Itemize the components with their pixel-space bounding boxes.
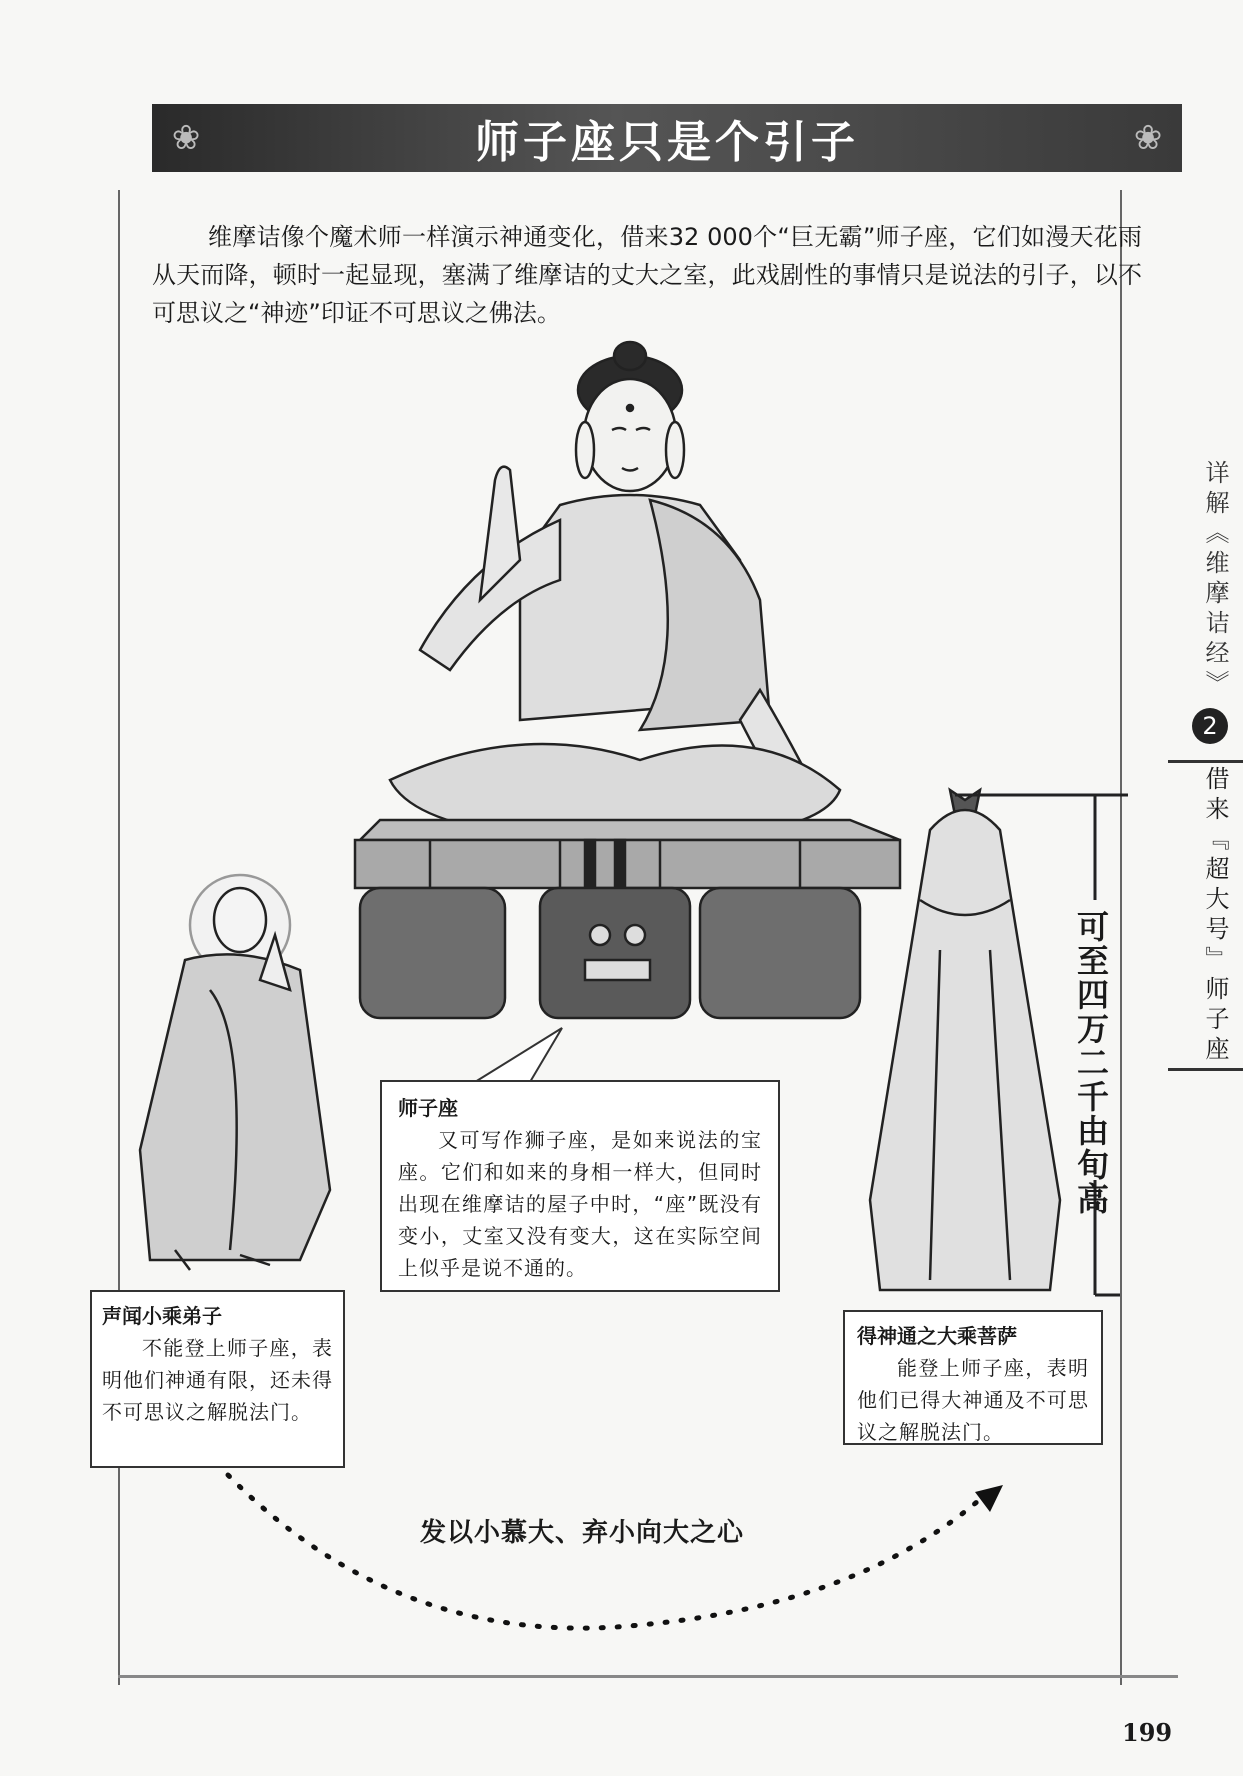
side-divider: [1168, 1068, 1243, 1071]
chapter-number-badge: 2: [1192, 708, 1228, 744]
side-divider: [1168, 760, 1243, 763]
page-number: 199: [1122, 1718, 1173, 1747]
book-title-vertical: 详解《维摩诘经》: [1201, 460, 1229, 700]
lotus-ornament-icon: ❀: [171, 118, 201, 158]
intro-paragraph: 维摩诘像个魔术师一样演示神通变化，借来32 000个“巨无霸”师子座，它们如漫天花雨从天而降，顿时一起显现，塞满了维摩诘的丈大之室，此戏剧性的事情只是说法的引子，以不可思议之“神迹”印证不可思议之佛法。: [152, 223, 1142, 327]
callout-body: 不能登上师子座，表明他们神通有限，还未得不可思议之解脱法门。: [102, 1336, 333, 1424]
bottom-rule: [118, 1675, 1178, 1678]
sravaka-monk-figure: [140, 875, 330, 1270]
callout-pointer: [475, 1028, 562, 1082]
lion-throne: [355, 820, 900, 1018]
callout-heading: 师子座: [398, 1096, 458, 1120]
callout-heading: 得神通之大乘菩萨: [857, 1324, 1017, 1348]
buddha-figure: [390, 342, 840, 840]
page-title: 师子座只是个引子: [475, 117, 859, 168]
arrow-head-icon: [975, 1485, 1003, 1512]
callout-body: 又可写作狮子座，是如来说法的宝座。它们和如来的身相一样大，但同时出现在维摩诘的屋子中时，“座”既没有变小，丈室又没有变大，这在实际空间上似乎是说不通的。: [398, 1128, 762, 1280]
callout-heading: 声闻小乘弟子: [102, 1304, 222, 1328]
arc-caption: 发以小慕大、弃小向大之心: [420, 1518, 745, 1548]
callout-body: 能登上师子座，表明他们已得大神通及不可思议之解脱法门。: [857, 1356, 1089, 1444]
bodhisattva-callout: [843, 1310, 1103, 1445]
lotus-ornament-icon: ❀: [1133, 118, 1163, 158]
side-tab: [1178, 440, 1243, 1440]
sravaka-callout: [90, 1290, 345, 1468]
height-label: 可至四万二千由旬高: [1072, 910, 1110, 1216]
section-title-vertical: 借来『超大号』师子座: [1201, 766, 1229, 1066]
arc-arrow: [228, 1475, 985, 1628]
lion-throne-callout: [380, 1080, 780, 1292]
